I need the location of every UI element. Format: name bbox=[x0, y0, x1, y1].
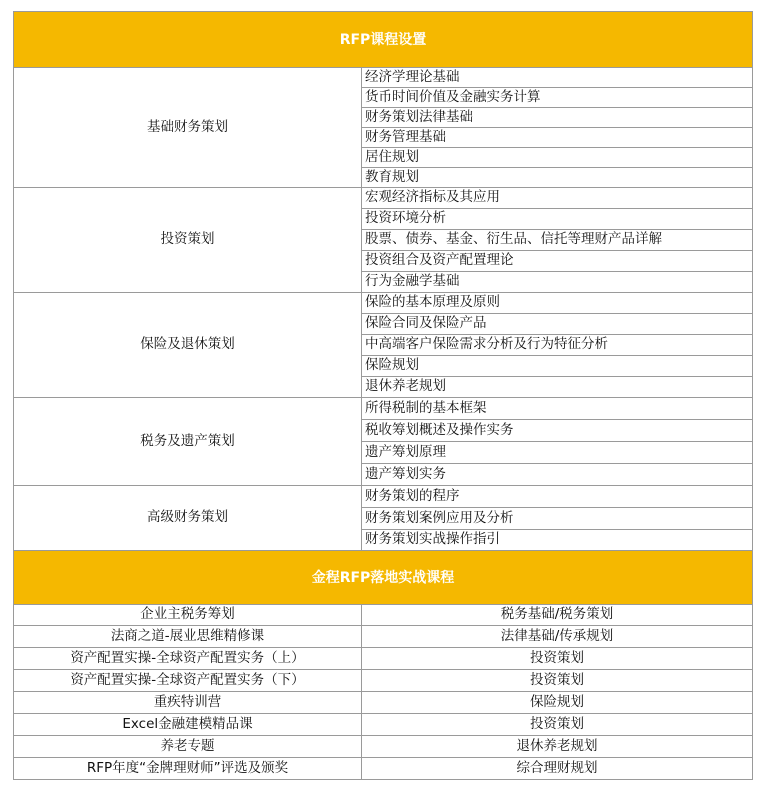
table-row bbox=[14, 692, 753, 714]
rfp-course-title: RFP课程设置 bbox=[14, 12, 753, 68]
topic-cell: 财务策划实战操作指引 bbox=[362, 530, 753, 551]
topic-cell: 宏观经济指标及其应用 bbox=[362, 188, 753, 209]
topic-cell: 财务管理基础 bbox=[362, 128, 753, 148]
category-label: 税务及遗产策划 bbox=[14, 398, 362, 486]
rfp-course-header-row bbox=[14, 12, 753, 68]
topic-cell: 保险的基本原理及原则 bbox=[362, 293, 753, 314]
course-name-cell: RFP年度“金牌理财师”评选及颁奖 bbox=[14, 758, 362, 780]
topic-cell: 所得税制的基本框架 bbox=[362, 398, 753, 420]
topic-cell: 经济学理论基础 bbox=[362, 68, 753, 88]
category-label: 基础财务策划 bbox=[14, 68, 362, 188]
topic-cell: 遗产筹划原理 bbox=[362, 442, 753, 464]
course-area-cell: 投资策划 bbox=[362, 648, 753, 670]
topic-cell: 遗产筹划实务 bbox=[362, 464, 753, 486]
table-row bbox=[14, 68, 753, 88]
topic-cell: 投资组合及资产配置理论 bbox=[362, 251, 753, 272]
category-label: 投资策划 bbox=[14, 188, 362, 293]
topic-cell: 中高端客户保险需求分析及行为特征分析 bbox=[362, 335, 753, 356]
topic-cell: 财务策划案例应用及分析 bbox=[362, 508, 753, 530]
topic-cell: 居住规划 bbox=[362, 148, 753, 168]
table-row bbox=[14, 648, 753, 670]
course-area-cell: 税务基础/税务策划 bbox=[362, 605, 753, 626]
table-row bbox=[14, 758, 753, 780]
rfp-course-table bbox=[13, 11, 753, 605]
course-tables bbox=[13, 11, 752, 780]
topic-cell: 行为金融学基础 bbox=[362, 272, 753, 293]
practical-course-header-row bbox=[14, 551, 753, 605]
topic-cell: 财务策划的程序 bbox=[362, 486, 753, 508]
course-area-cell: 综合理财规划 bbox=[362, 758, 753, 780]
course-area-cell: 退休养老规划 bbox=[362, 736, 753, 758]
category-label: 高级财务策划 bbox=[14, 486, 362, 551]
topic-cell: 货币时间价值及金融实务计算 bbox=[362, 88, 753, 108]
table-row bbox=[14, 605, 753, 626]
table-row bbox=[14, 670, 753, 692]
course-name-cell: 重疾特训营 bbox=[14, 692, 362, 714]
topic-cell: 保险规划 bbox=[362, 356, 753, 377]
practical-course-title: 金程RFP落地实战课程 bbox=[14, 551, 753, 605]
topic-cell: 退休养老规划 bbox=[362, 377, 753, 398]
course-area-cell: 保险规划 bbox=[362, 692, 753, 714]
course-area-cell: 投资策划 bbox=[362, 714, 753, 736]
course-name-cell: 资产配置实操-全球资产配置实务（下） bbox=[14, 670, 362, 692]
table-row bbox=[14, 486, 753, 508]
course-area-cell: 法律基础/传承规划 bbox=[362, 626, 753, 648]
course-name-cell: Excel金融建模精品课 bbox=[14, 714, 362, 736]
course-area-cell: 投资策划 bbox=[362, 670, 753, 692]
topic-cell: 教育规划 bbox=[362, 168, 753, 188]
topic-cell: 投资环境分析 bbox=[362, 209, 753, 230]
category-label: 保险及退休策划 bbox=[14, 293, 362, 398]
course-name-cell: 法商之道-展业思维精修课 bbox=[14, 626, 362, 648]
practical-course-table bbox=[13, 604, 753, 780]
course-name-cell: 企业主税务筹划 bbox=[14, 605, 362, 626]
course-name-cell: 资产配置实操-全球资产配置实务（上） bbox=[14, 648, 362, 670]
topic-cell: 税收筹划概述及操作实务 bbox=[362, 420, 753, 442]
course-name-cell: 养老专题 bbox=[14, 736, 362, 758]
topic-cell: 财务策划法律基础 bbox=[362, 108, 753, 128]
table-row bbox=[14, 188, 753, 209]
table-row bbox=[14, 736, 753, 758]
topic-cell: 保险合同及保险产品 bbox=[362, 314, 753, 335]
topic-cell: 股票、债券、基金、衍生品、信托等理财产品详解 bbox=[362, 230, 753, 251]
table-row bbox=[14, 293, 753, 314]
table-row bbox=[14, 714, 753, 736]
table-row bbox=[14, 626, 753, 648]
table-row bbox=[14, 398, 753, 420]
